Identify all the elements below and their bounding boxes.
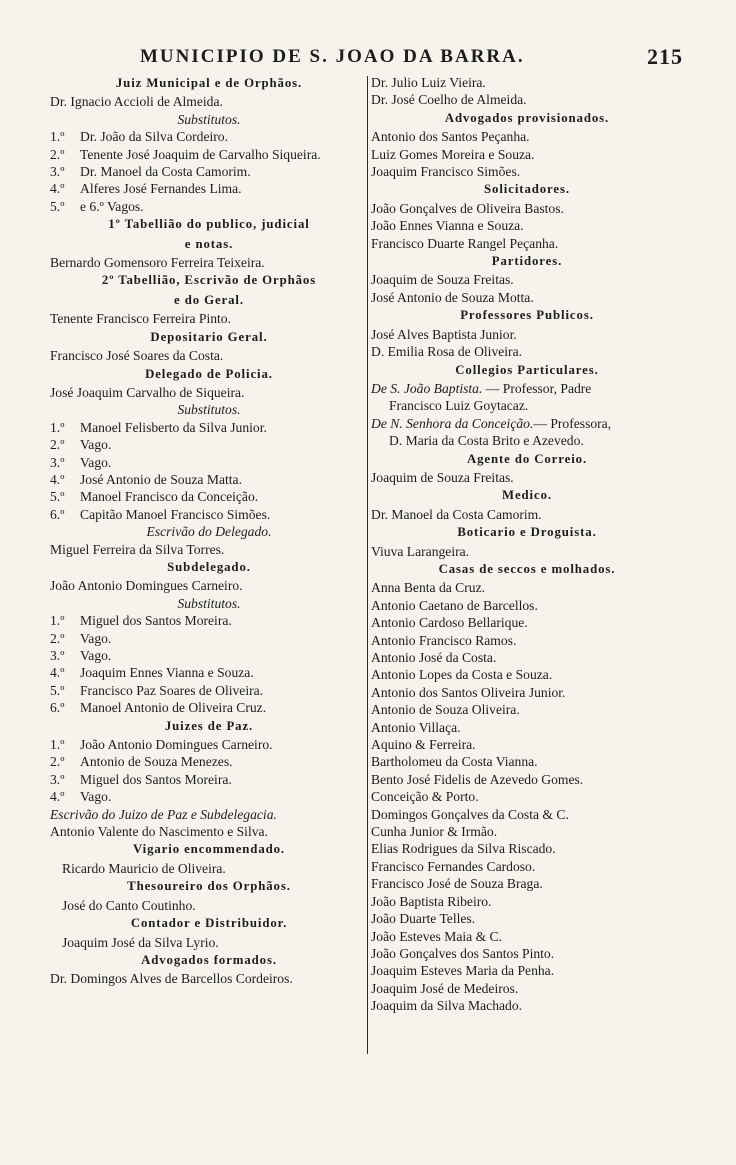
section-depositario — [50, 328, 368, 365]
list-item: Francisco José de Souza Braga. — [371, 876, 543, 892]
subheading: Substitutos. — [177, 595, 241, 611]
list-item: João Duarte Telles. — [371, 911, 476, 927]
list-item: Bento José Fidelis de Azevedo Gomes. — [371, 771, 584, 787]
section-heading: Medico. — [501, 488, 552, 503]
entry: Dr. Ignacio Accioli de Almeida. — [50, 94, 223, 110]
item-text: Joaquim Ennes Vianna e Souza. — [80, 665, 254, 681]
section-medico — [371, 486, 683, 523]
list-item: Antonio Villaça. — [371, 719, 461, 735]
entry: Dr. Domingos Alves de Barcellos Cordeiros. — [50, 971, 293, 987]
entry: João Gonçalves de Oliveira Bastos. — [371, 200, 564, 216]
list-item: João Gonçalves dos Santos Pinto. — [371, 945, 555, 961]
list-item: João Esteves Maia & C. — [371, 928, 503, 944]
list-item — [50, 419, 368, 436]
college-entry — [371, 415, 683, 432]
section-heading: Juizes de Paz. — [164, 718, 254, 733]
entry: Joaquim de Souza Freitas. — [371, 272, 514, 288]
item-number: 3.º — [50, 648, 65, 663]
list-item — [50, 128, 368, 145]
list-item — [50, 454, 368, 471]
section-heading: Juiz Municipal e de Orphãos. — [115, 76, 303, 90]
section-partidores — [371, 252, 683, 306]
list-item: João Baptista Ribeiro. — [371, 893, 492, 909]
section-heading: Advogados provisionados. — [444, 110, 610, 125]
entry: João Ennes Vianna e Souza. — [371, 218, 524, 234]
section-advogados-provisionados — [371, 109, 683, 181]
entry: Joaquim Francisco Simões. — [371, 164, 521, 180]
section-heading: Thesoureiro dos Orphãos. — [127, 879, 291, 894]
right-column — [371, 74, 683, 1015]
list-item: Antonio Caetano de Barcellos. — [371, 597, 538, 613]
section-heading: 1º Tabellião do publico, judicial — [108, 217, 310, 232]
list-item: Antonio Lopes da Costa e Souza. — [371, 667, 553, 683]
list-item — [50, 471, 368, 488]
list-item — [50, 198, 368, 215]
section-thesoureiro — [50, 877, 368, 914]
item-text: Manoel Antonio de Oliveira Cruz. — [80, 700, 267, 716]
section-agente-correio — [371, 450, 683, 487]
section-heading: Depositario Geral. — [150, 329, 268, 344]
entry: Bernardo Gomensoro Ferreira Teixeira. — [50, 255, 265, 271]
list-item — [50, 612, 368, 629]
entry: Antonio Valente do Nascimento e Silva. — [50, 824, 268, 840]
entry: Francisco José Soares da Costa. — [50, 348, 224, 364]
section-heading: Boticario e Droguista. — [457, 525, 597, 540]
list-item — [50, 180, 368, 197]
section-advogados-cont — [371, 74, 683, 109]
list-item — [50, 682, 368, 699]
list-item — [50, 699, 368, 716]
item-text: Manoel Felisberto da Silva Junior. — [80, 419, 267, 435]
entry: Dr. Manoel da Costa Camorim. — [371, 506, 542, 522]
page-number: 215 — [647, 44, 683, 69]
entry: Miguel Ferreira da Silva Torres. — [50, 541, 225, 557]
section-subdelegado — [50, 558, 368, 717]
section-heading: Vigario encommendado. — [132, 842, 286, 857]
item-text: Capitão Manoel Francisco Simões. — [80, 506, 271, 522]
list-item — [50, 771, 368, 788]
subheading: Escrivão do Delegado. — [146, 524, 272, 540]
list-item — [50, 647, 368, 664]
list-item — [50, 753, 368, 770]
item-text: José Antonio de Souza Matta. — [80, 471, 242, 487]
section-heading-cont: e do Geral. — [174, 292, 244, 307]
item-text: Vago. — [80, 437, 112, 453]
section-heading: Delegado de Policia. — [145, 366, 273, 381]
section-heading: Partidores. — [491, 254, 563, 269]
item-text: João Antonio Domingues Carneiro. — [80, 737, 273, 753]
list-item: Domingos Gonçalves da Costa & C. — [371, 806, 569, 822]
section-heading: Subdelegado. — [167, 559, 251, 574]
college-entry-cont: Francisco Luiz Goytacaz. — [389, 398, 529, 414]
item-number: 6.º — [50, 700, 65, 716]
item-text: Vago. — [80, 789, 112, 805]
item-text: Vago. — [80, 630, 112, 646]
subheading: Substitutos. — [177, 111, 241, 127]
section-contador — [50, 914, 368, 951]
list-item — [50, 630, 368, 647]
section-heading: Agente do Correio. — [466, 451, 588, 466]
section-heading: Advogados formados. — [141, 952, 277, 967]
list-item — [50, 163, 368, 180]
entry: José do Canto Coutinho. — [62, 897, 196, 913]
item-text: Tenente José Joaquim de Carvalho Siqueira. — [80, 146, 321, 162]
entry: Francisco Duarte Rangel Peçanha. — [371, 235, 559, 251]
section-juizes-paz — [50, 717, 368, 841]
list-item: Bartholomeu da Costa Vianna. — [371, 754, 538, 770]
entry: Joaquim de Souza Freitas. — [371, 469, 514, 485]
section-vigario — [50, 840, 368, 877]
entry: Viuva Larangeira. — [371, 543, 470, 559]
section-boticario — [371, 523, 683, 560]
item-number: 3.º — [50, 454, 65, 470]
section-heading: Solicitadores. — [484, 182, 570, 197]
subheading: Substitutos. — [177, 402, 241, 418]
item-number: 1.º — [50, 419, 65, 435]
list-item: Anna Benta da Cruz. — [371, 580, 486, 596]
item-number: 1.º — [50, 129, 65, 145]
entry: Dr. José Coelho de Almeida. — [371, 92, 527, 108]
item-text: e 6.º Vagos. — [80, 198, 144, 214]
item-text: Francisco Paz Soares de Oliveira. — [80, 682, 264, 698]
section-juiz-municipal — [50, 74, 368, 215]
list-item: Elias Rodrigues da Silva Riscado. — [371, 841, 556, 857]
entry: José Antonio de Souza Motta. — [371, 289, 534, 305]
left-column — [50, 74, 368, 988]
entry: Dr. Julio Luiz Vieira. — [371, 75, 486, 90]
college-entry-cont: D. Maria da Costa Brito e Azevedo. — [389, 433, 584, 449]
list-item: Joaquim da Silva Machado. — [371, 998, 523, 1014]
section-casas — [371, 560, 683, 1015]
college-role: — Professor, Padre — [482, 380, 592, 396]
item-number: 2.º — [50, 437, 65, 453]
list-item — [50, 664, 368, 681]
section-heading: Contador e Distribuidor. — [130, 916, 288, 931]
section-heading: Collegios Particulares. — [455, 362, 599, 377]
list-item: Cunha Junior & Irmão. — [371, 824, 498, 840]
list-item: Joaquim José de Medeiros. — [371, 980, 519, 996]
item-text: Dr. João da Silva Cordeiro. — [80, 129, 228, 145]
item-number: 4.º — [50, 789, 65, 805]
section-professores — [371, 306, 683, 360]
section-tabelliao-1 — [50, 215, 368, 271]
list-item — [50, 506, 368, 523]
section-heading: Casas de seccos e molhados. — [438, 561, 616, 576]
item-number: 4.º — [50, 181, 65, 197]
section-tabelliao-2 — [50, 271, 368, 327]
item-number: 2.º — [50, 754, 65, 770]
section-advogados-formados — [50, 951, 368, 988]
item-text: Miguel dos Santos Moreira. — [80, 771, 232, 787]
entry: João Antonio Domingues Carneiro. — [50, 578, 243, 594]
item-number: 6.º — [50, 506, 65, 522]
item-number: 1.º — [50, 613, 65, 629]
entry: Ricardo Mauricio de Oliveira. — [62, 860, 226, 876]
item-number: 2.º — [50, 630, 65, 646]
item-text: Vago. — [80, 648, 112, 663]
list-item — [50, 146, 368, 163]
item-text: Alferes José Fernandes Lima. — [80, 181, 242, 197]
item-number: 4.º — [50, 471, 65, 487]
list-item: Conceição & Porto. — [371, 789, 479, 805]
item-text: Vago. — [80, 454, 112, 470]
item-number: 3.º — [50, 164, 65, 180]
item-number: 1.º — [50, 737, 65, 753]
section-heading: 2º Tabellião, Escrivão de Orphãos — [101, 273, 317, 288]
section-collegios — [371, 361, 683, 450]
list-item: Antonio Francisco Ramos. — [371, 632, 517, 648]
list-item: Joaquim Esteves Maria da Penha. — [371, 963, 555, 979]
item-text: Manoel Francisco da Conceição. — [80, 489, 259, 505]
item-number: 5.º — [50, 489, 65, 505]
page-header — [0, 40, 736, 70]
list-item — [50, 488, 368, 505]
list-item: Francisco Fernandes Cardoso. — [371, 858, 536, 874]
college-entry — [371, 380, 683, 397]
list-item: Antonio dos Santos Oliveira Junior. — [371, 684, 566, 700]
subheading: Escrivão do Juizo de Paz e Subdelegacia. — [50, 806, 277, 822]
item-text: Antonio de Souza Menezes. — [80, 754, 233, 770]
item-number: 2.º — [50, 146, 65, 162]
entry: Antonio dos Santos Peçanha. — [371, 129, 530, 145]
list-item: Antonio de Souza Oliveira. — [371, 702, 520, 718]
list-item — [50, 436, 368, 453]
list-item: Aquino & Ferreira. — [371, 737, 476, 753]
list-item — [50, 736, 368, 753]
item-text: Miguel dos Santos Moreira. — [80, 613, 232, 629]
list-item — [50, 788, 368, 805]
list-item: Antonio José da Costa. — [371, 650, 497, 665]
entry: D. Emilia Rosa de Oliveira. — [371, 344, 523, 360]
entry: Luiz Gomes Moreira e Souza. — [371, 146, 535, 162]
section-solicitadores — [371, 180, 683, 252]
entry: José Alves Baptista Junior. — [371, 326, 517, 342]
entry: Tenente Francisco Ferreira Pinto. — [50, 311, 231, 327]
item-number: 5.º — [50, 682, 65, 698]
item-number: 3.º — [50, 771, 65, 787]
running-title: MUNICIPIO DE S. JOAO DA BARRA. — [140, 46, 525, 67]
section-heading: Professores Publicos. — [460, 308, 594, 323]
college-role: — Professora, — [533, 415, 612, 431]
section-delegado — [50, 365, 368, 558]
item-number: 5.º — [50, 198, 65, 214]
entry: Joaquim José da Silva Lyrio. — [62, 934, 219, 950]
college-name: De N. Senhora da Conceição. — [371, 415, 534, 431]
entry: José Joaquim Carvalho de Siqueira. — [50, 384, 245, 400]
college-name: De S. João Baptista. — [371, 380, 483, 396]
item-number: 4.º — [50, 665, 65, 681]
list-item: Antonio Cardoso Bellarique. — [371, 615, 528, 631]
item-text: Dr. Manoel da Costa Camorim. — [80, 164, 251, 180]
section-heading-cont: e notas. — [184, 236, 234, 251]
